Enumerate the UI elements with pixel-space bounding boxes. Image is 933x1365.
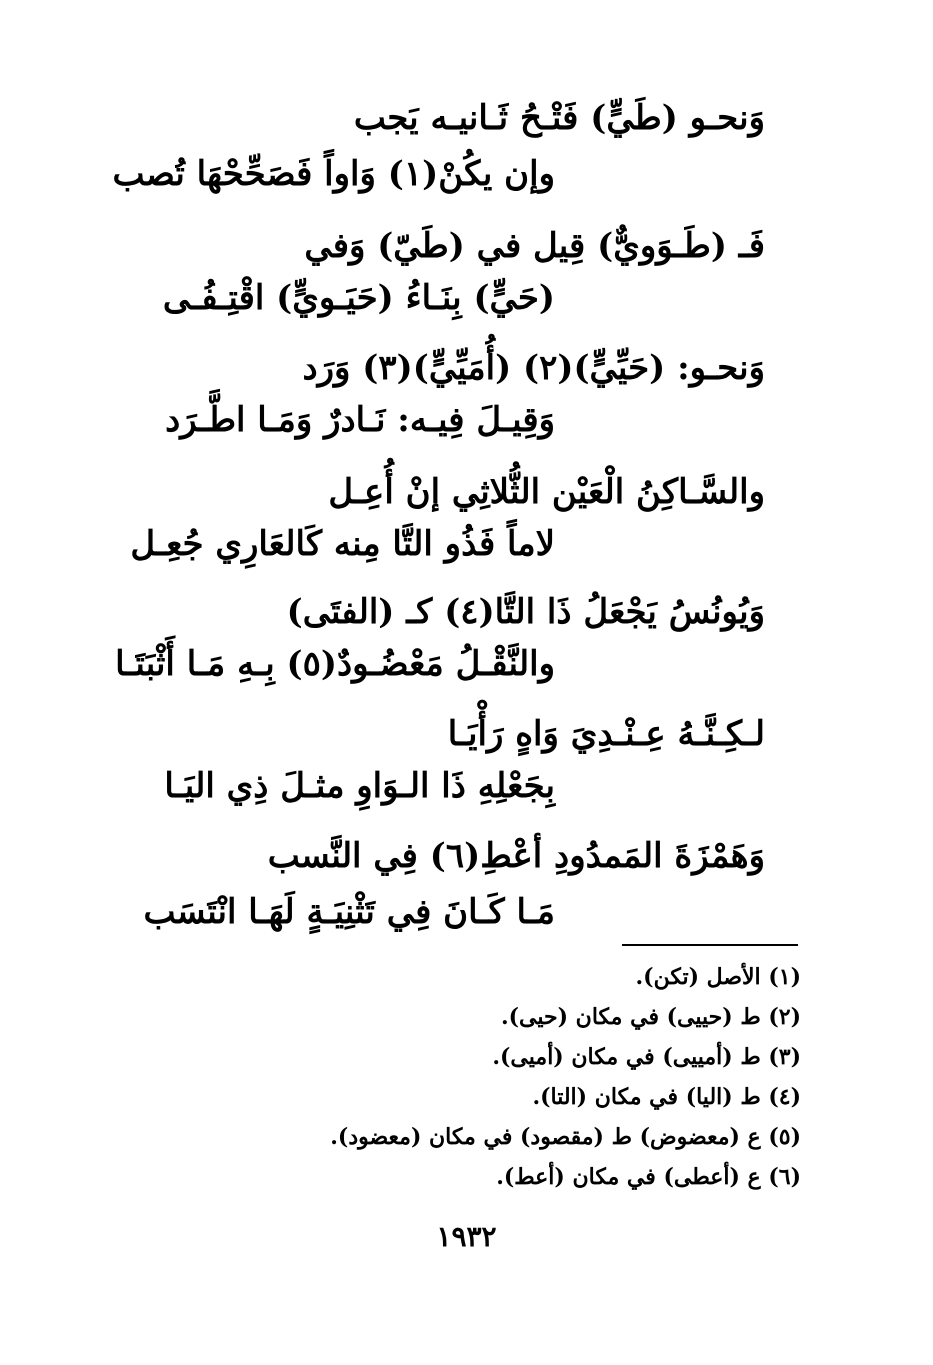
verse-7-second-hemistich: مَـا كَـانَ فِي تَثْنِيَـةٍ لَهَـا انْتَسَب [143,892,555,932]
verse-4-first-hemistich: والسَّـاكِنُ الْعَيْن الثُّلاثِي إنْ أُعِـل [328,472,765,512]
verse-3-first-hemistich: وَنحـو: (حَيِّيٍّ)(٢) (أُمَيِّيٍّ)(٣) وَرَد [302,348,765,388]
verse-7-first-hemistich: وَهَمْزَةَ المَمدُودِ أعْطِ(٦) فِي النَّسب [267,836,765,876]
footnote-5: (٥) ع (معضوض) ط (مقصود) في مكان (معضود). [330,1124,801,1150]
verse-2-first-hemistich: فَـ (طَـوَويٌّ) قِيل في (طَيّ) وَفي [304,226,765,266]
verse-5-first-hemistich: وَيُونُسُ يَجْعَلُ ذَا التَّا(٤) كـ (الفتَى) [286,592,765,632]
footnote-6: (٦) ع (أعطى) في مكان (أعط). [496,1164,801,1190]
footnote-4: (٤) ط (اليا) في مكان (التا). [532,1084,801,1110]
verse-3-second-hemistich: وَقِيـلَ فِيـه: نَـادرٌ وَمَـا اطَّـرَد [165,400,555,440]
footnote-1: (١) الأصل (تكن). [635,964,801,990]
verse-1-second-hemistich: وإن يكُنْ(١) وَاواً فَصَحِّحْهَا تُصب [112,154,555,194]
verse-6-second-hemistich: بِجَعْلِهِ ذَا الـوَاوِ مثـلَ ذِي اليَـا [164,766,555,806]
verse-5-second-hemistich: والنَّقْـلُ مَعْضُـودٌ(٥) بِـهِ مَـا أَثْبَتَـا [115,644,555,684]
verse-6-first-hemistich: لـكِـنَّـهُ عِـنْـدِيَ وَاهٍ رَأْيَـا [447,714,765,754]
verse-2-second-hemistich: (حَيٍّ) بِنَـاءُ (حَيَـويٍّ) اقْتِـفُـى [162,278,555,318]
footnote-3: (٣) ط (أمييى) في مكان (أميى). [492,1044,801,1070]
footnote-separator [622,944,798,946]
page-number: ١٩٣٢ [436,1220,497,1253]
footnote-2: (٢) ط (حييى) في مكان (حيى). [500,1004,801,1030]
verse-1-first-hemistich: وَنحـو (طَيٍّ) فَتْـحُ ثَـانيـه يَجب [353,98,765,138]
verse-4-second-hemistich: لاماً فَذُو التَّا مِنه كَالعَارِي جُعِـل [130,524,555,564]
